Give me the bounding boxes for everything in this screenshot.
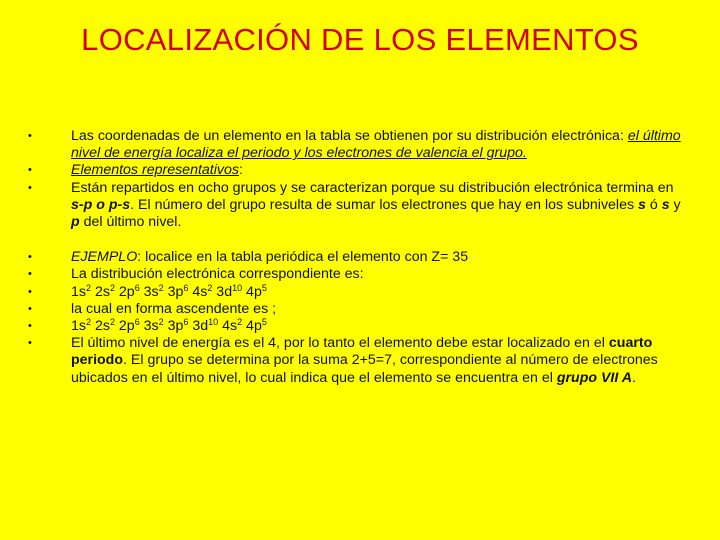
bullet-icon: •	[28, 320, 32, 333]
example-label: EJEMPLO	[71, 249, 138, 266]
paragraph-text: El último nivel de energía es el 4, por lo tanto el elemento debe estar localizado en el	[71, 335, 609, 352]
paragraph-text: Están repartidos en ocho grupos y se caracterizan porque su distribución electrónica termina en	[71, 179, 674, 196]
bullet-icon: •	[28, 130, 32, 142]
section-heading: Elementos representativos	[71, 162, 239, 179]
bullet-icon: •	[28, 181, 32, 194]
list-item	[28, 180, 688, 232]
bullet-icon: •	[28, 251, 32, 264]
slide-title: LOCALIZACIÓN DE LOS ELEMENTOS	[81, 22, 639, 57]
list-item	[28, 284, 688, 301]
list-item	[28, 162, 688, 179]
emphasis-text: el último nivel de energía localiza el periodo y los electrones de valencia el grupo.	[71, 128, 681, 162]
bullet-icon: •	[28, 302, 32, 315]
emphasis-text: s-p o p-s	[71, 196, 131, 213]
paragraph-text: : localice en la tabla periódica el elemento con Z= 35	[137, 249, 469, 266]
electron-config-1: $1s^2$ $2s^2$ $2p^6$ $3s^2$ $3p^6$ $4s^2$ $3d^{10}$ $4p^5$	[71, 282, 267, 300]
list-item	[28, 335, 688, 387]
emphasis-text: grupo VII A	[556, 369, 632, 386]
list-item	[28, 301, 688, 318]
content-list	[28, 128, 688, 387]
bullet-icon: •	[28, 285, 32, 298]
spacer	[28, 231, 688, 249]
list-item	[28, 128, 688, 162]
paragraph-text: ó	[645, 196, 662, 213]
paragraph-text: . El grupo se determina por la suma 2+5=7, correspondiente al número de electrones ubicados en el último nivel, lo cual indica que el elemento se encuentra en el	[71, 352, 658, 386]
paragraph-text: .	[631, 369, 636, 386]
paragraph-text: La distribución electrónica correspondiente es:	[71, 266, 364, 283]
emphasis-text: s	[661, 196, 670, 213]
bullet-icon: •	[28, 337, 32, 350]
list-item	[28, 249, 688, 266]
list-item	[28, 266, 688, 283]
list-item	[28, 318, 688, 335]
electron-config-2: $1s^2$ $2s^2$ $2p^6$ $3s^2$ $3p^6$ $3d^{10}$ $4s^2$ $4p^5$	[71, 317, 267, 335]
emphasis-text: s	[638, 196, 646, 213]
emphasis-text: cuarto periodo	[71, 335, 653, 369]
bullet-icon: •	[28, 164, 32, 177]
paragraph-text: la cual en forma ascendente es ;	[71, 300, 277, 317]
paragraph-text: del último nivel.	[79, 214, 182, 231]
bullet-icon: •	[28, 268, 32, 281]
emphasis-text: p	[71, 214, 80, 231]
paragraph-text: . El número del grupo resulta de sumar los electrones que hay en los subniveles	[130, 196, 639, 213]
paragraph-text: y	[669, 196, 681, 213]
paragraph-text: Las coordenadas de un elemento en la tabla se obtienen por su distribución electrónica:	[71, 128, 628, 144]
heading-colon: :	[238, 162, 243, 179]
